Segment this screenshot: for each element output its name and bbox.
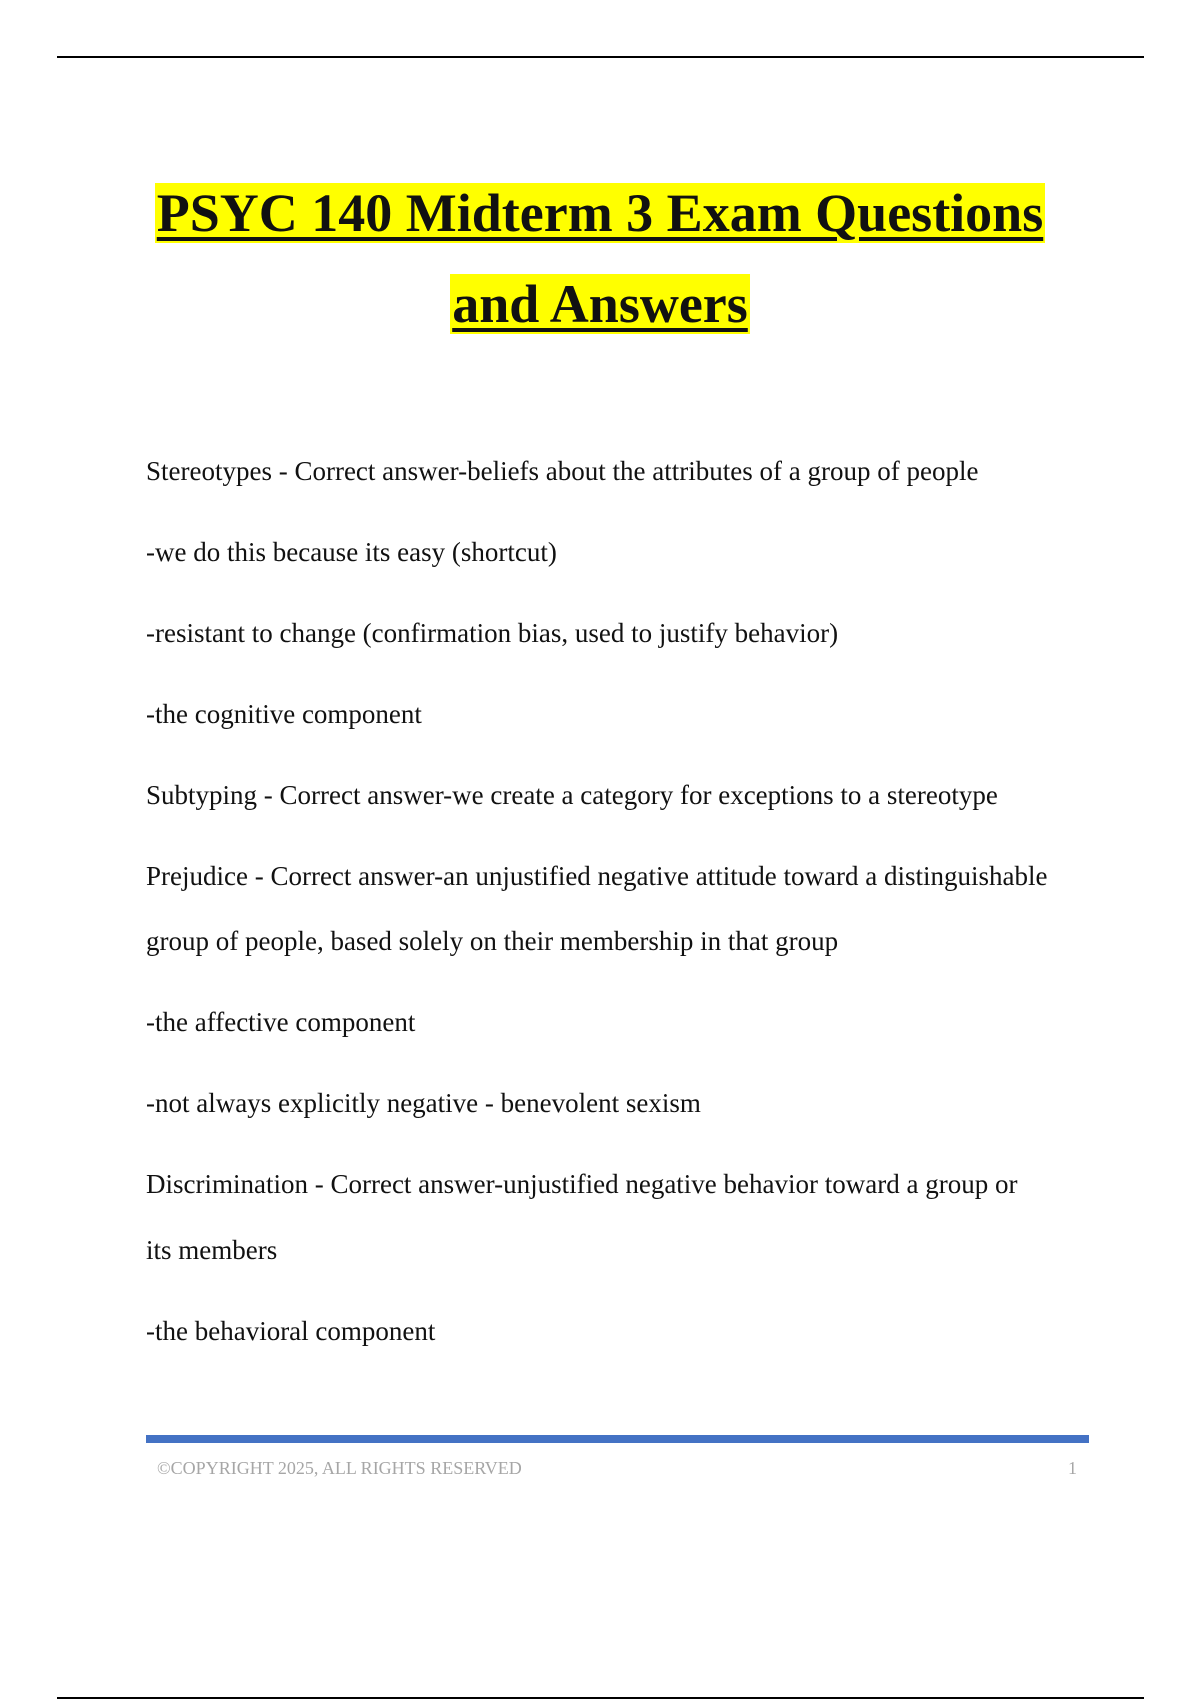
qa-line-stereotypes: Stereotypes - Correct answer-beliefs about the attributes of a group of people [146, 456, 979, 486]
qa-line-behavioral: -the behavioral component [146, 1316, 436, 1346]
qa-line-prejudice-cont: group of people, based solely on their membership in that group [146, 926, 839, 956]
qa-line-benevolent: -not always explicitly negative - benevolent sexism [146, 1088, 701, 1118]
title-line-1: PSYC 140 Midterm 3 Exam Questions [156, 183, 1044, 243]
header-rule [57, 56, 1144, 58]
qa-line-resistant: -resistant to change (confirmation bias, used to justify behavior) [146, 618, 839, 648]
qa-line-cognitive: -the cognitive component [146, 699, 422, 729]
qa-line-shortcut: -we do this because its easy (shortcut) [146, 537, 557, 567]
footer-copyright: ©COPYRIGHT 2025, ALL RIGHTS RESERVED [157, 1458, 522, 1478]
document-title [100, 168, 1100, 350]
qa-line-prejudice: Prejudice - Correct answer-an unjustified negative attitude toward a distinguishable [146, 861, 1048, 891]
title-line-2: and Answers [452, 274, 748, 334]
footer-bar [146, 1435, 1089, 1443]
qa-line-affective: -the affective component [146, 1007, 416, 1037]
qa-line-subtyping: Subtyping - Correct answer-we create a category for exceptions to a stereotype [146, 780, 998, 810]
footer-rule [57, 1697, 1144, 1699]
page-number: 1 [1068, 1458, 1077, 1478]
qa-line-discrimination-cont: its members [146, 1235, 278, 1265]
qa-line-discrimination: Discrimination - Correct answer-unjustified negative behavior toward a group or [146, 1169, 1018, 1199]
